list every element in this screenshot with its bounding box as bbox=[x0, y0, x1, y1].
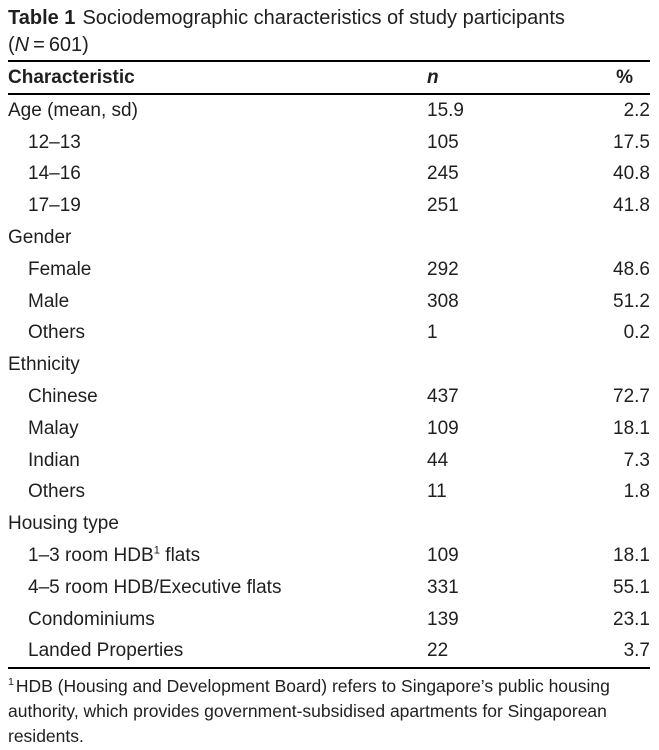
table-row bbox=[8, 222, 650, 254]
table-row bbox=[8, 508, 650, 540]
row-label: Gender bbox=[8, 227, 72, 249]
footnote-text: HDB (Housing and Development Board) refers to Singapore’s public housing authority, which provides government-subsidised apartments for Singaporean residents. bbox=[8, 676, 610, 747]
table-title bbox=[8, 4, 650, 32]
row-label: 17–19 bbox=[28, 195, 81, 217]
row-percent-value: 18.1 bbox=[613, 545, 650, 567]
row-n-value: 331 bbox=[427, 576, 459, 598]
row-n-value: 15.9 bbox=[427, 99, 464, 121]
row-percent-value: 48.6 bbox=[613, 258, 650, 280]
row-label: Housing type bbox=[8, 513, 119, 535]
row-n-value: 11 bbox=[427, 481, 447, 503]
row-n-value: 105 bbox=[427, 131, 459, 153]
table-row bbox=[8, 254, 650, 286]
row-label: 14–16 bbox=[28, 163, 81, 185]
table-row bbox=[8, 413, 650, 445]
table-row bbox=[8, 540, 650, 572]
table-row bbox=[8, 95, 650, 127]
header-percent: % bbox=[616, 66, 633, 88]
row-label: Chinese bbox=[28, 386, 98, 408]
table-row bbox=[8, 318, 650, 350]
row-percent-value: 72.7 bbox=[613, 386, 650, 408]
table-title-sample-size bbox=[8, 32, 650, 58]
table-row bbox=[8, 636, 650, 668]
table-row bbox=[8, 445, 650, 477]
table-row bbox=[8, 286, 650, 318]
row-label: Condominiums bbox=[28, 608, 155, 630]
row-n-value: 251 bbox=[427, 195, 459, 217]
row-n-value: 1 bbox=[427, 322, 438, 344]
sample-size-open-paren: ( bbox=[8, 34, 15, 56]
row-n-value: 292 bbox=[427, 258, 459, 280]
row-percent-value: 18.1 bbox=[613, 417, 650, 439]
table-row bbox=[8, 190, 650, 222]
row-label: Ethnicity bbox=[8, 354, 80, 376]
row-label: Malay bbox=[28, 417, 79, 439]
sample-size-value: = 601) bbox=[29, 34, 89, 56]
table-row bbox=[8, 381, 650, 413]
table-row bbox=[8, 349, 650, 381]
header-characteristic: Characteristic bbox=[8, 66, 135, 88]
row-label: Female bbox=[28, 258, 92, 280]
table-body bbox=[8, 95, 650, 667]
table-title-text: Sociodemographic characteristics of study participants bbox=[82, 7, 565, 29]
row-percent-value: 7.3 bbox=[623, 449, 650, 471]
row-n-value: 437 bbox=[427, 386, 459, 408]
table-footnote bbox=[8, 674, 650, 749]
row-n-value: 109 bbox=[427, 545, 459, 567]
bottom-rule bbox=[8, 667, 650, 669]
sample-size-n-symbol: N bbox=[14, 34, 30, 56]
row-percent-value: 0.2 bbox=[623, 322, 650, 344]
table-title-label: Table 1 bbox=[8, 7, 76, 29]
row-n-value: 139 bbox=[427, 608, 459, 630]
row-n-value: 109 bbox=[427, 417, 459, 439]
row-label: Others bbox=[28, 322, 86, 344]
table-header-row bbox=[8, 62, 650, 93]
table-row bbox=[8, 159, 650, 191]
row-label: Indian bbox=[28, 449, 80, 471]
row-n-value: 22 bbox=[427, 640, 449, 662]
row-label: 1–3 room HDB$^1$ flats bbox=[28, 544, 201, 567]
row-label: Landed Properties bbox=[28, 640, 184, 662]
row-percent-value: 41.8 bbox=[613, 195, 650, 217]
row-percent-value: 55.1 bbox=[613, 576, 650, 598]
row-label: Male bbox=[28, 290, 70, 312]
footnote-marker: 1 bbox=[8, 676, 14, 689]
table-row bbox=[8, 477, 650, 509]
header-n: n bbox=[427, 66, 439, 88]
table-row bbox=[8, 604, 650, 636]
row-percent-value: 23.1 bbox=[613, 608, 650, 630]
row-percent-value: 17.5 bbox=[613, 131, 650, 153]
row-n-value: 308 bbox=[427, 290, 459, 312]
row-percent-value: 2.2 bbox=[623, 99, 650, 121]
row-percent-value: 1.8 bbox=[623, 481, 650, 503]
row-percent-value: 3.7 bbox=[623, 640, 650, 662]
row-label: 4–5 room HDB/Executive flats bbox=[28, 576, 282, 598]
row-n-value: 245 bbox=[427, 163, 459, 185]
row-label: 12–13 bbox=[28, 131, 81, 153]
table-row bbox=[8, 572, 650, 604]
row-label: Age (mean, sd) bbox=[8, 99, 138, 121]
row-percent-value: 51.2 bbox=[613, 290, 650, 312]
table-row bbox=[8, 127, 650, 159]
row-n-value: 44 bbox=[427, 449, 449, 471]
row-label: Others bbox=[28, 481, 86, 503]
row-percent-value: 40.8 bbox=[613, 163, 650, 185]
